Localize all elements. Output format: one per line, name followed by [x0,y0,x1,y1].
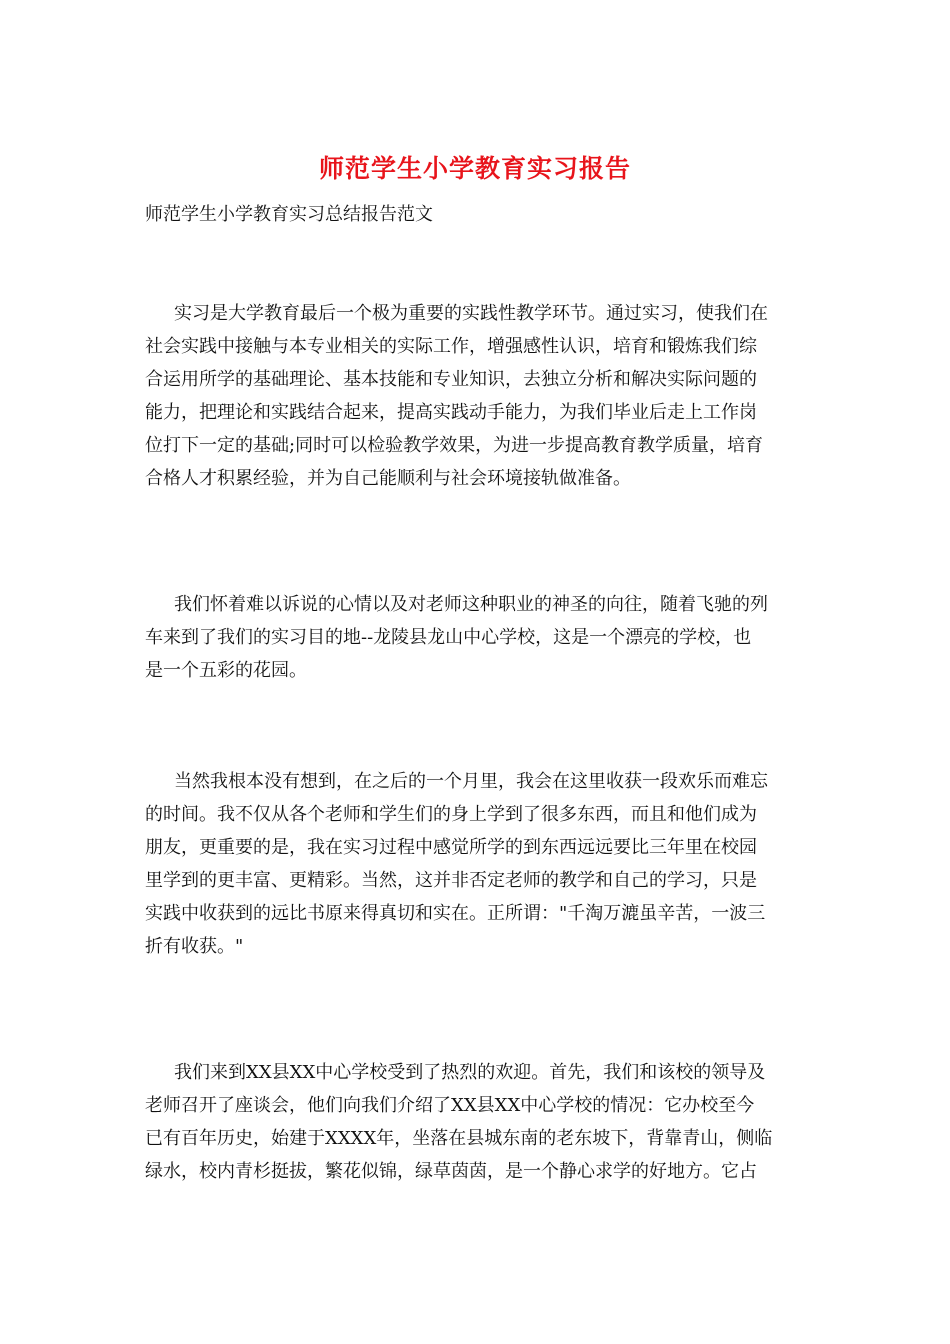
paragraph-line: 我们怀着难以诉说的心情以及对老师这种职业的神圣的向往，随着飞驰的列 [174,594,768,615]
paragraph-2 [145,588,805,687]
document-subtitle: 师范学生小学教育实习总结报告范文 [145,204,433,225]
paragraph-line: 折有收获。" [145,936,244,957]
paragraph-line: 实习是大学教育最后一个极为重要的实践性教学环节。通过实习，使我们在 [174,303,768,324]
paragraph-line: 是一个五彩的花园。 [145,660,307,681]
paragraph-line: 能力，把理论和实践结合起来，提高实践动手能力，为我们毕业后走上工作岗 [145,402,757,423]
paragraph-line: 绿水，校内青杉挺拔，繁花似锦，绿草茵茵，是一个静心求学的好地方。它占 [145,1161,757,1182]
paragraph-line: 当然我根本没有想到，在之后的一个月里，我会在这里收获一段欢乐而难忘 [174,771,768,792]
paragraph-line: 车来到了我们的实习目的地--龙陵县龙山中心学校，这是一个漂亮的学校，也 [145,627,752,648]
paragraph-line: 的时间。我不仅从各个老师和学生们的身上学到了很多东西，而且和他们成为 [145,804,757,825]
paragraph-line: 社会实践中接触与本专业相关的实际工作，增强感性认识，培育和锻炼我们综 [145,336,757,357]
paragraph-line: 老师召开了座谈会，他们向我们介绍了XX县XX中心学校的情况：它办校至今 [145,1095,755,1116]
paragraph-line: 合运用所学的基础理论、基本技能和专业知识，去独立分析和解决实际问题的 [145,369,757,390]
document-title: 师范学生小学教育实习报告 [318,154,631,183]
paragraph-line: 里学到的更丰富、更精彩。当然，这并非否定老师的教学和自己的学习，只是 [145,870,757,891]
paragraph-line: 合格人才积累经验，并为自己能顺利与社会环境接轨做准备。 [145,468,631,489]
paragraph-line: 已有百年历史，始建于XXXX年，坐落在县城东南的老东坡下，背靠青山，侧临 [145,1128,773,1149]
paragraph-line: 实践中收获到的远比书原来得真切和实在。正所谓："千淘万漉虽辛苦，一波三 [145,903,766,924]
paragraph-4 [145,1056,805,1188]
paragraph-1 [145,297,805,495]
paragraph-line: 我们来到XX县XX中心学校受到了热烈的欢迎。首先，我们和该校的领导及 [174,1062,766,1083]
paragraph-line: 朋友，更重要的是，我在实习过程中感觉所学的到东西远远要比三年里在校园 [145,837,757,858]
paragraph-3 [145,765,805,963]
paragraph-line: 位打下一定的基础;同时可以检验教学效果，为进一步提高教育教学质量，培育 [145,435,764,456]
